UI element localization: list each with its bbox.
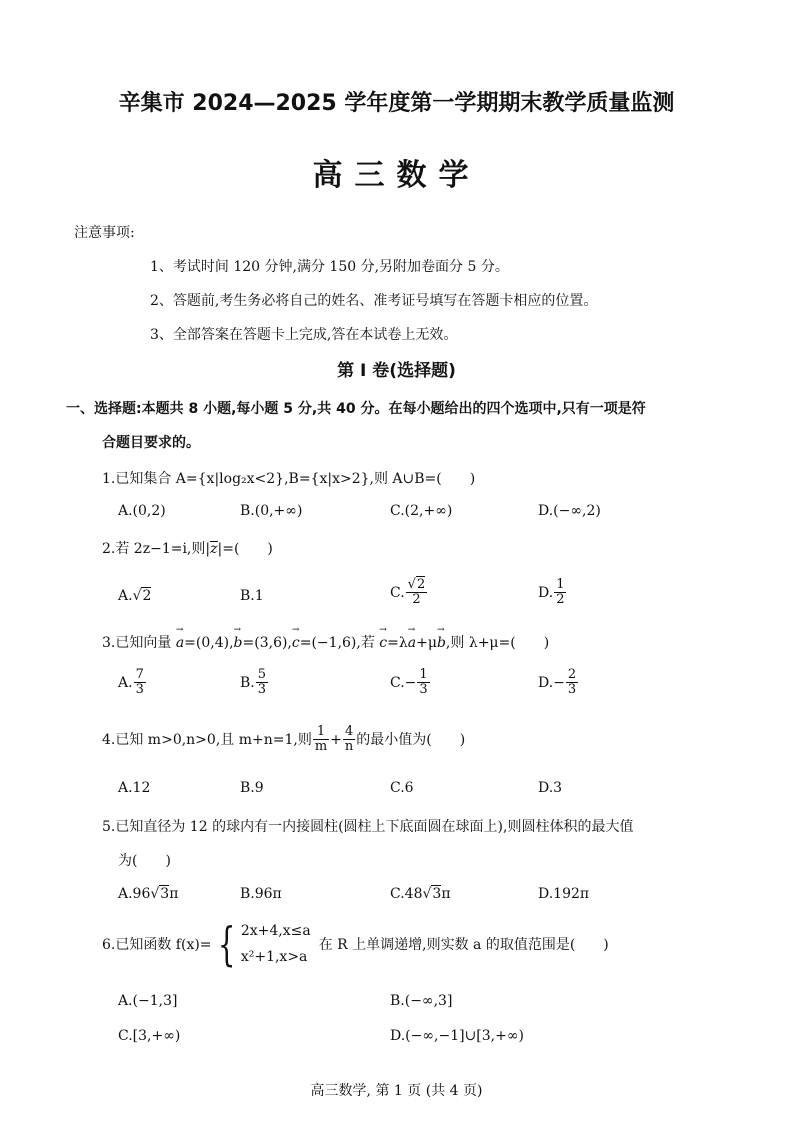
notice-item-1: 1、考试时间 120 分钟,满分 150 分,另附加卷面分 5 分。 (150, 259, 509, 275)
page-footer: 高三数学, 第 1 页 (共 4 页) (310, 1083, 483, 1099)
vector-a-value: =(0,4), (184, 635, 234, 651)
question-1-option-d: D.(−∞,2) (538, 503, 601, 519)
question-3-option-d-den: 3 (567, 682, 577, 698)
question-1-option-a: A.(0,2) (118, 503, 166, 519)
question-2-option-b: B.1 (240, 588, 264, 604)
question-5-stem-line2: 为( ) (118, 853, 171, 869)
question-4-f1-den: m (314, 739, 328, 755)
question-5-stem-line1: 5.已知直径为 12 的球内有一内接圆柱(圆柱上下底面圆在球面上),则圆柱体积的最大值 (102, 819, 634, 835)
section-instruction-line1: 一、选择题:本题共 8 小题,每小题 5 分,共 40 分。在每小题给出的四个选项中,只有一项是符 (66, 401, 646, 417)
question-1-option-b: B.(0,+∞) (240, 503, 303, 519)
question-2-option-c-label: C. (390, 584, 405, 601)
question-6-option-a: A.(−1,3] (118, 993, 178, 1009)
question-6-suffix: 在 R 上单调递增,则实数 a 的取值范围是( ) (318, 937, 609, 953)
notice-heading: 注意事项: (74, 225, 135, 241)
vector-c-value: =(−1,6),若 (299, 635, 380, 651)
vector-a: a → (176, 635, 184, 651)
question-1-stem: 1.已知集合 A={x|log₂x<2},B={x|x>2},则 A∪B=( ) (102, 471, 476, 487)
vector-c-2: c → (379, 635, 387, 651)
question-5-option-c-post: π (441, 886, 451, 902)
piecewise-case-2: x²+1,x>a (240, 949, 308, 965)
question-3-option-a (118, 668, 147, 698)
question-4-option-b: B.9 (240, 780, 264, 796)
question-5-option-c-root: 3 (432, 886, 442, 902)
question-6-stem (102, 918, 742, 970)
question-5-option-a-post: π (169, 886, 179, 902)
question-3-option-c-num: 1 (419, 667, 428, 682)
exam-title: 辛集市 2024—2025 学年度第一学期期末教学质量监测 (118, 91, 675, 116)
question-3-option-a-den: 3 (135, 682, 144, 698)
question-2-option-d-fraction (554, 578, 566, 608)
vector-c: c → (292, 635, 300, 651)
question-3-option-d-fraction (566, 668, 578, 698)
question-2-option-d (538, 578, 567, 608)
question-2-option-a-radicand: 2 (142, 588, 152, 604)
question-3-option-c-den: 3 (419, 682, 428, 698)
question-3-eq: =λ (387, 635, 408, 651)
question-5-option-b: B.96π (240, 886, 282, 902)
question-2-option-d-label: D. (538, 584, 554, 601)
question-3-option-a-fraction (134, 668, 146, 698)
question-5-option-a: A.96√3π (118, 886, 179, 902)
question-2-option-d-num: 1 (556, 577, 565, 592)
question-3-option-b-den: 3 (257, 682, 267, 698)
question-5-option-a-root: 3 (160, 886, 170, 902)
question-4-option-c: C.6 (390, 780, 414, 796)
piecewise-case-1: 2x+4,x≤a (240, 923, 311, 939)
question-2-option-c-num: 2 (416, 577, 426, 592)
question-6-option-c: C.[3,+∞) (118, 1028, 181, 1044)
vector-b-value: =(3,6), (242, 635, 292, 651)
question-4-suffix: 的最小值为( ) (356, 731, 466, 748)
question-3-option-c-fraction (417, 668, 429, 698)
vector-a-2: a → (408, 635, 416, 651)
question-4-prefix: 4.已知 m>0,n>0,且 m+n=1,则 (102, 731, 312, 748)
question-1-option-c: C.(2,+∞) (390, 503, 453, 519)
question-3-option-d-num: 2 (567, 667, 577, 682)
notice-item-2: 2、答题前,考生务必将自己的姓名、准考证号填写在答题卡相应的位置。 (150, 293, 598, 309)
vector-b: b → (234, 635, 243, 651)
notice-item-3: 3、全部答案在答题卡上完成,答在本试卷上无效。 (150, 327, 458, 343)
question-2-conjugate-z: z (210, 541, 218, 557)
question-3-option-d-label: D.− (538, 674, 565, 691)
question-5-option-a-pre: A.96 (118, 886, 151, 902)
question-4-f2-den: n (344, 739, 354, 755)
question-2-stem (102, 538, 742, 558)
question-3-suffix: ,则 λ+μ=( ) (445, 635, 550, 651)
question-5-option-c: C.48√3π (390, 886, 451, 902)
question-2-suffix: |=( ) (217, 541, 273, 557)
piecewise-brace: { (217, 917, 235, 971)
question-2-option-a: A.√2 (118, 588, 152, 604)
question-3-option-b-label: B. (240, 674, 255, 691)
question-4-fraction-2 (343, 725, 355, 755)
question-3-stem (102, 632, 742, 652)
question-4-stem (102, 725, 742, 755)
question-6-option-b: B.(−∞,3] (390, 993, 453, 1009)
question-3-option-a-num: 7 (135, 667, 144, 682)
question-3-option-c-label: C.− (390, 674, 417, 691)
piecewise-cases (241, 918, 311, 970)
question-2-option-a-label: A. (118, 588, 133, 604)
question-3-plus: +μ (416, 635, 437, 651)
question-4-fraction-1 (313, 725, 329, 755)
question-4-f1-num: 1 (313, 725, 329, 740)
part-title: 第 I 卷(选择题) (337, 361, 456, 381)
question-3-option-d (538, 668, 579, 698)
vector-b-2: b → (437, 635, 446, 651)
question-5-option-d: D.192π (538, 886, 590, 902)
question-2-prefix: 2.若 2z−1=i,则| (102, 541, 211, 557)
question-3-option-b (240, 668, 269, 698)
question-2-option-c (390, 578, 428, 608)
question-2-option-c-fraction: $\frac{√2}{2}$ (407, 577, 426, 608)
question-3-option-b-fraction (256, 668, 268, 698)
question-4-plus: + (330, 731, 342, 748)
question-3-option-a-label: A. (118, 674, 133, 691)
question-6-option-d: D.(−∞,−1]∪[3,+∞) (390, 1028, 524, 1044)
question-6-prefix: 6.已知函数 f(x)= (102, 937, 212, 953)
question-4-f2-num: 4 (343, 725, 355, 740)
exam-subject: 高三数学 (312, 158, 481, 193)
question-2-option-d-den: 2 (556, 592, 565, 608)
question-2-option-c-den: 2 (412, 592, 421, 608)
question-4-option-d: D.3 (538, 780, 563, 796)
question-3-option-b-num: 5 (257, 667, 267, 682)
question-3-option-c (390, 668, 431, 698)
question-5-option-c-pre: C.48 (390, 886, 423, 902)
section-instruction-line2: 合题目要求的。 (102, 435, 200, 451)
question-3-prefix: 3.已知向量 (102, 635, 176, 651)
question-4-option-a: A.12 (118, 780, 151, 796)
